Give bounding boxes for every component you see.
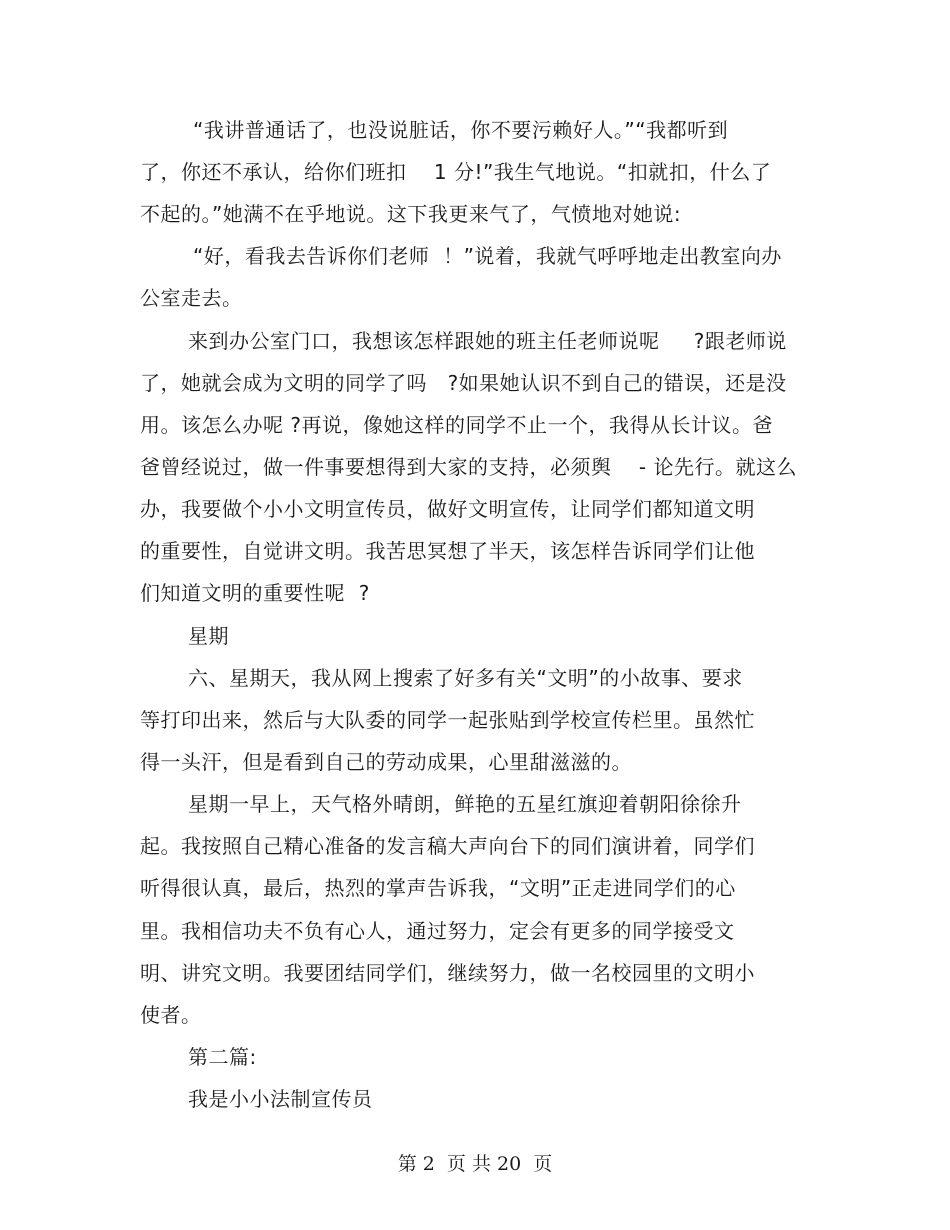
text-line: “好，看我去告诉你们老师 ！”说着，我就气呼呼地走出教室向办 (193, 244, 782, 268)
text-line: 起。我按照自己精心准备的发言稿大声向台下的同们演讲着，同学们 (140, 834, 755, 858)
text-line: 们知道文明的重要性呢 ? (140, 581, 370, 605)
text-line: 等打印出来，然后与大队委的同学一起张贴到学校宣传栏里。虽然忙 (140, 708, 755, 732)
text-line: 来到办公室门口，我想该怎样跟她的班主任老师说呢 ?跟老师说 (188, 329, 787, 353)
text-line: 里。我相信功夫不负有心人，通过努力，定会有更多的同学接受文 (140, 919, 735, 943)
text-line: 办，我要做个小小文明宣传员，做好文明宣传，让同学们都知道文明 (140, 497, 755, 521)
page-number-footer: 第 2 页 共 20 页 (397, 1153, 553, 1175)
text-line: 使者。 (140, 1003, 202, 1027)
text-line: 六、星期天，我从网上搜索了好多有关“文明”的小故事、要求 (188, 666, 743, 690)
text-line: 的重要性，自觉讲文明。我苦思冥想了半天，该怎样告诉同学们让他 (140, 539, 755, 563)
text-line: 爸曾经说过，做一件事要想得到大家的支持，必须舆 - 论先行。就这么 (140, 455, 798, 479)
text-line: “我讲普通话了，也没说脏话，你不要污赖好人。”“我都听到 (193, 118, 729, 142)
text-line: 星期 (188, 624, 229, 648)
text-line: 明、讲究文明。我要团结同学们，继续努力，做一名校园里的文明小 (140, 961, 755, 985)
text-line: 星期一早上，天气格外晴朗，鲜艳的五星红旗迎着朝阳徐徐升 (188, 792, 742, 816)
section-heading: 第二篇: (188, 1045, 257, 1069)
text-line: 公室走去。 (140, 286, 243, 310)
text-line: 听得很认真，最后，热烈的掌声告诉我，“文明”正走进同学们的心 (140, 876, 736, 900)
text-line: 用。该怎么办呢 ?再说，像她这样的同学不止一个，我得从长计议。爸 (140, 413, 773, 437)
text-line: 得一头汗，但是看到自己的劳动成果，心里甜滋滋的。 (140, 750, 632, 774)
article-title: 我是小小法制宣传员 (188, 1087, 373, 1111)
text-line: 了，你还不承认，给你们班扣 1 分!”我生气地说。“扣就扣，什么了 (140, 160, 772, 184)
text-line: 了，她就会成为文明的同学了吗 ?如果她认识不到自己的错误，还是没 (140, 371, 787, 395)
text-line: 不起的。”她满不在乎地说。这下我更来气了，气愤地对她说: (140, 202, 682, 226)
